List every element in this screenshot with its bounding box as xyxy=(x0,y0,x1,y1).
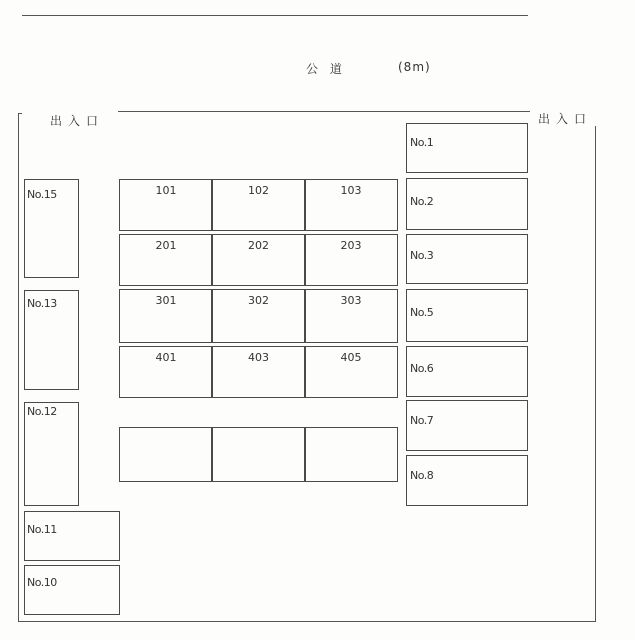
unit-405 xyxy=(304,346,398,398)
unit-number: 401 xyxy=(155,351,177,364)
parking-label: No.8 xyxy=(410,469,434,482)
parking-space-no11 xyxy=(24,511,120,561)
entrance-right-label: 出入口 xyxy=(538,112,593,126)
road-width-label: (8m) xyxy=(398,60,431,74)
parking-label: No.10 xyxy=(27,576,57,589)
parking-space-no1 xyxy=(406,123,528,173)
unit-203 xyxy=(304,234,398,286)
unit-401 xyxy=(119,346,213,398)
parking-space-no3 xyxy=(406,234,528,284)
parking-label: No.2 xyxy=(410,195,434,208)
road-line xyxy=(22,15,528,16)
parking-space-no12 xyxy=(24,402,79,506)
unit-blank-middle xyxy=(211,427,306,482)
unit-number: 403 xyxy=(248,351,269,364)
unit-number: 203 xyxy=(340,239,362,252)
parking-label: No.1 xyxy=(410,136,434,149)
road-label: 公 道 xyxy=(306,62,346,76)
unit-101 xyxy=(119,179,213,231)
unit-number: 302 xyxy=(248,294,269,307)
parking-space-no15 xyxy=(24,179,79,278)
unit-number: 301 xyxy=(155,294,177,307)
parking-label: No.12 xyxy=(27,405,57,418)
unit-number: 303 xyxy=(340,294,362,307)
unit-number: 202 xyxy=(248,239,269,252)
unit-blank-right xyxy=(304,427,398,482)
parking-space-no8 xyxy=(406,455,528,506)
parking-space-no2 xyxy=(406,178,528,230)
site-boundary-bottom xyxy=(18,621,596,622)
unit-102 xyxy=(211,179,306,231)
unit-202 xyxy=(211,234,306,286)
unit-number: 103 xyxy=(340,184,362,197)
unit-103 xyxy=(304,179,398,231)
unit-201 xyxy=(119,234,213,286)
parking-label: No.3 xyxy=(410,249,434,262)
unit-number: 102 xyxy=(248,184,269,197)
parking-space-no13 xyxy=(24,290,79,390)
unit-303 xyxy=(304,289,398,343)
parking-label: No.6 xyxy=(410,362,434,375)
parking-label: No.15 xyxy=(27,188,57,201)
parking-label: No.13 xyxy=(27,297,57,310)
parking-label: No.11 xyxy=(27,523,57,536)
parking-space-no6 xyxy=(406,346,528,397)
entrance-left-label: 出入口 xyxy=(50,114,105,128)
unit-301 xyxy=(119,289,213,343)
parking-space-no10 xyxy=(24,565,120,615)
site-boundary-right xyxy=(595,126,596,622)
parking-label: No.7 xyxy=(410,414,434,427)
site-boundary-left xyxy=(18,113,19,621)
unit-number: 405 xyxy=(340,351,362,364)
site-boundary-top xyxy=(118,111,530,112)
parking-label: No.5 xyxy=(410,306,434,319)
unit-302 xyxy=(211,289,306,343)
unit-403 xyxy=(211,346,306,398)
unit-blank-left xyxy=(119,427,213,482)
parking-space-no5 xyxy=(406,289,528,342)
unit-number: 101 xyxy=(155,184,177,197)
unit-number: 201 xyxy=(155,239,177,252)
parking-space-no7 xyxy=(406,400,528,451)
